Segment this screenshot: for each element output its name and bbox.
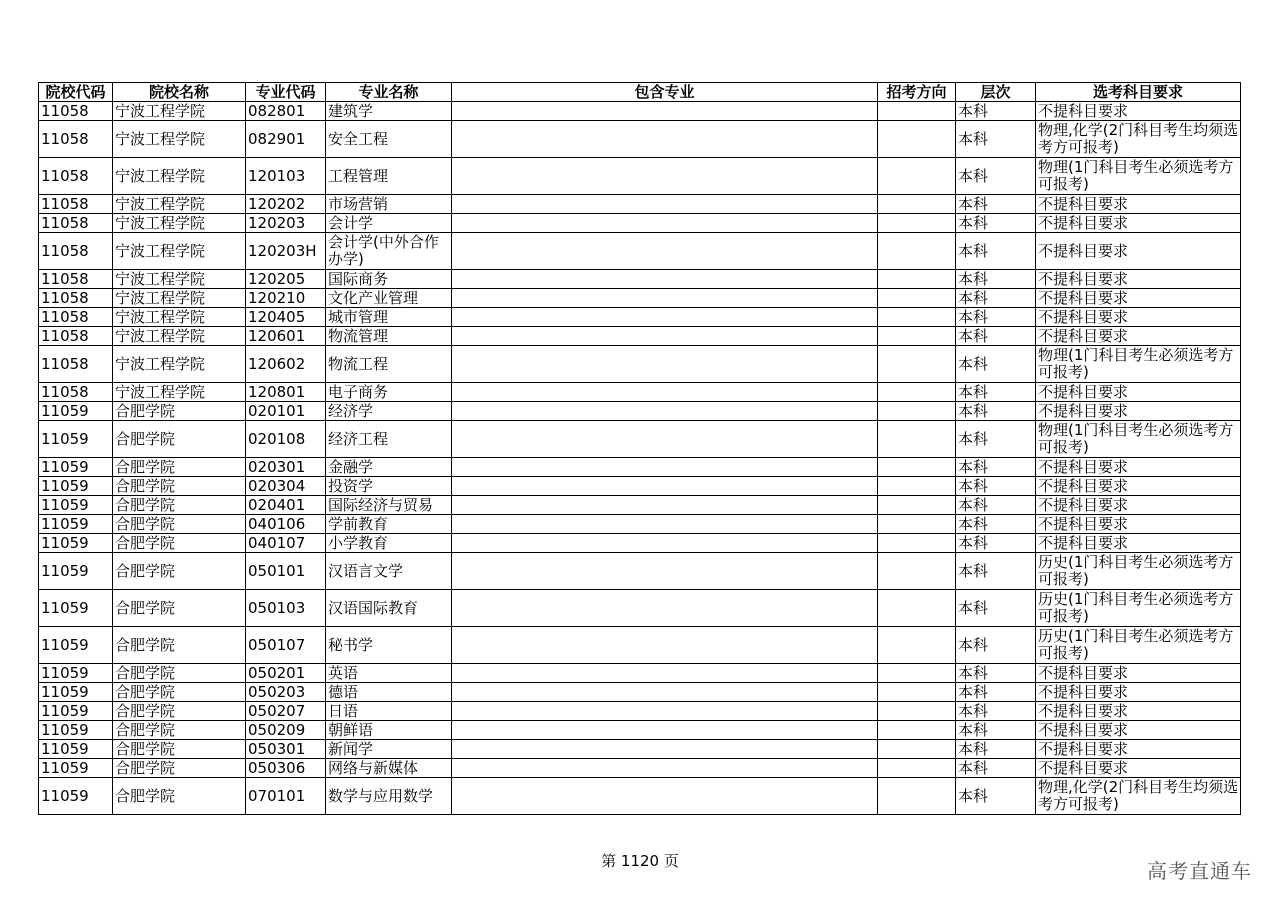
cell-direction [878, 327, 956, 346]
cell-school-code: 11059 [39, 721, 113, 740]
table-row [39, 534, 1241, 553]
cell-school-name: 合肥学院 [113, 721, 246, 740]
cell-major-name: 日语 [326, 702, 452, 721]
cell-direction [878, 477, 956, 496]
cell-school-code: 11058 [39, 214, 113, 233]
cell-major-code: 120210 [246, 289, 326, 308]
cell-major-code: 020401 [246, 496, 326, 515]
table-row [39, 664, 1241, 683]
cell-school-code: 11058 [39, 195, 113, 214]
cell-school-code: 11059 [39, 664, 113, 683]
cell-school-code: 11059 [39, 458, 113, 477]
cell-school-code: 11059 [39, 421, 113, 458]
cell-level: 本科 [956, 402, 1036, 421]
table-row [39, 233, 1241, 270]
cell-level: 本科 [956, 496, 1036, 515]
header-included-majors: 包含专业 [452, 83, 878, 102]
cell-subject-requirement: 不提科目要求 [1036, 740, 1241, 759]
cell-subject-requirement: 不提科目要求 [1036, 664, 1241, 683]
table-row [39, 778, 1241, 815]
cell-major-code: 120203H [246, 233, 326, 270]
cell-school-name: 合肥学院 [113, 759, 246, 778]
cell-major-name: 汉语言文学 [326, 553, 452, 590]
cell-subject-requirement: 不提科目要求 [1036, 534, 1241, 553]
cell-school-code: 11059 [39, 683, 113, 702]
cell-included-majors [452, 195, 878, 214]
cell-school-name: 合肥学院 [113, 402, 246, 421]
cell-major-code: 120602 [246, 346, 326, 383]
cell-included-majors [452, 627, 878, 664]
table-row [39, 702, 1241, 721]
cell-major-name: 投资学 [326, 477, 452, 496]
cell-major-name: 市场营销 [326, 195, 452, 214]
table-row [39, 158, 1241, 195]
page-number: 第 1120 页 [601, 852, 679, 870]
cell-subject-requirement: 不提科目要求 [1036, 402, 1241, 421]
cell-major-code: 050209 [246, 721, 326, 740]
cell-subject-requirement: 不提科目要求 [1036, 477, 1241, 496]
cell-included-majors [452, 553, 878, 590]
cell-school-name: 合肥学院 [113, 421, 246, 458]
cell-subject-requirement: 不提科目要求 [1036, 759, 1241, 778]
cell-major-name: 安全工程 [326, 121, 452, 158]
cell-direction [878, 664, 956, 683]
header-major-name: 专业名称 [326, 83, 452, 102]
cell-major-name: 建筑学 [326, 102, 452, 121]
cell-level: 本科 [956, 477, 1036, 496]
cell-school-code: 11058 [39, 327, 113, 346]
cell-school-name: 合肥学院 [113, 702, 246, 721]
cell-major-code: 082801 [246, 102, 326, 121]
table-row [39, 683, 1241, 702]
table-row [39, 590, 1241, 627]
table-row [39, 496, 1241, 515]
cell-direction [878, 759, 956, 778]
cell-level: 本科 [956, 383, 1036, 402]
cell-direction [878, 496, 956, 515]
cell-major-name: 汉语国际教育 [326, 590, 452, 627]
cell-subject-requirement: 不提科目要求 [1036, 214, 1241, 233]
cell-included-majors [452, 402, 878, 421]
cell-direction [878, 702, 956, 721]
cell-level: 本科 [956, 102, 1036, 121]
cell-major-name: 会计学(中外合作办学) [326, 233, 452, 270]
cell-level: 本科 [956, 308, 1036, 327]
cell-included-majors [452, 289, 878, 308]
cell-subject-requirement: 不提科目要求 [1036, 721, 1241, 740]
cell-level: 本科 [956, 740, 1036, 759]
cell-major-code: 050207 [246, 702, 326, 721]
cell-level: 本科 [956, 683, 1036, 702]
cell-school-name: 宁波工程学院 [113, 102, 246, 121]
cell-major-code: 120205 [246, 270, 326, 289]
cell-major-name: 物流工程 [326, 346, 452, 383]
cell-direction [878, 458, 956, 477]
header-subject-requirement: 选考科目要求 [1036, 83, 1241, 102]
header-level: 层次 [956, 83, 1036, 102]
cell-school-name: 宁波工程学院 [113, 158, 246, 195]
cell-level: 本科 [956, 121, 1036, 158]
cell-level: 本科 [956, 346, 1036, 383]
cell-level: 本科 [956, 590, 1036, 627]
cell-included-majors [452, 664, 878, 683]
cell-major-code: 120405 [246, 308, 326, 327]
cell-level: 本科 [956, 289, 1036, 308]
cell-major-code: 050101 [246, 553, 326, 590]
cell-major-name: 国际经济与贸易 [326, 496, 452, 515]
cell-included-majors [452, 496, 878, 515]
cell-school-code: 11058 [39, 121, 113, 158]
cell-major-name: 英语 [326, 664, 452, 683]
cell-included-majors [452, 683, 878, 702]
cell-major-code: 050306 [246, 759, 326, 778]
cell-major-name: 文化产业管理 [326, 289, 452, 308]
cell-major-name: 工程管理 [326, 158, 452, 195]
cell-school-name: 宁波工程学院 [113, 121, 246, 158]
cell-major-name: 国际商务 [326, 270, 452, 289]
cell-school-name: 宁波工程学院 [113, 214, 246, 233]
cell-school-code: 11059 [39, 515, 113, 534]
cell-direction [878, 627, 956, 664]
cell-included-majors [452, 590, 878, 627]
cell-school-code: 11058 [39, 308, 113, 327]
table-row [39, 346, 1241, 383]
cell-major-code: 050203 [246, 683, 326, 702]
cell-direction [878, 553, 956, 590]
cell-school-name: 合肥学院 [113, 627, 246, 664]
cell-direction [878, 233, 956, 270]
cell-major-code: 120801 [246, 383, 326, 402]
header-direction: 招考方向 [878, 83, 956, 102]
table-row [39, 121, 1241, 158]
cell-school-code: 11059 [39, 553, 113, 590]
cell-direction [878, 590, 956, 627]
cell-subject-requirement: 不提科目要求 [1036, 289, 1241, 308]
cell-direction [878, 102, 956, 121]
cell-direction [878, 515, 956, 534]
cell-major-name: 学前教育 [326, 515, 452, 534]
cell-included-majors [452, 515, 878, 534]
table-row [39, 289, 1241, 308]
cell-subject-requirement: 物理,化学(2门科目考生均须选考方可报考) [1036, 778, 1241, 815]
cell-school-name: 合肥学院 [113, 664, 246, 683]
cell-school-code: 11059 [39, 759, 113, 778]
cell-included-majors [452, 214, 878, 233]
cell-direction [878, 383, 956, 402]
cell-school-name: 宁波工程学院 [113, 233, 246, 270]
cell-major-code: 050201 [246, 664, 326, 683]
cell-school-code: 11058 [39, 102, 113, 121]
cell-major-name: 德语 [326, 683, 452, 702]
cell-school-name: 宁波工程学院 [113, 289, 246, 308]
cell-school-name: 合肥学院 [113, 477, 246, 496]
cell-level: 本科 [956, 721, 1036, 740]
cell-major-code: 050103 [246, 590, 326, 627]
cell-school-name: 宁波工程学院 [113, 327, 246, 346]
cell-included-majors [452, 233, 878, 270]
cell-included-majors [452, 534, 878, 553]
cell-direction [878, 778, 956, 815]
cell-major-name: 经济学 [326, 402, 452, 421]
cell-subject-requirement: 不提科目要求 [1036, 702, 1241, 721]
cell-level: 本科 [956, 421, 1036, 458]
cell-school-code: 11059 [39, 402, 113, 421]
cell-school-name: 宁波工程学院 [113, 270, 246, 289]
cell-level: 本科 [956, 233, 1036, 270]
cell-major-code: 120203 [246, 214, 326, 233]
table-row [39, 195, 1241, 214]
table-row [39, 383, 1241, 402]
cell-level: 本科 [956, 553, 1036, 590]
table-row [39, 759, 1241, 778]
cell-direction [878, 740, 956, 759]
cell-school-code: 11059 [39, 590, 113, 627]
admissions-table [38, 82, 1241, 815]
cell-included-majors [452, 270, 878, 289]
cell-direction [878, 534, 956, 553]
cell-included-majors [452, 346, 878, 383]
cell-major-name: 网络与新媒体 [326, 759, 452, 778]
table-row [39, 553, 1241, 590]
cell-included-majors [452, 458, 878, 477]
cell-major-code: 050301 [246, 740, 326, 759]
table-row [39, 327, 1241, 346]
cell-included-majors [452, 421, 878, 458]
cell-school-name: 合肥学院 [113, 778, 246, 815]
cell-school-name: 宁波工程学院 [113, 195, 246, 214]
cell-school-code: 11058 [39, 233, 113, 270]
cell-subject-requirement: 不提科目要求 [1036, 458, 1241, 477]
cell-major-name: 会计学 [326, 214, 452, 233]
cell-level: 本科 [956, 759, 1036, 778]
cell-included-majors [452, 778, 878, 815]
cell-level: 本科 [956, 778, 1036, 815]
cell-school-code: 11058 [39, 383, 113, 402]
table-row [39, 102, 1241, 121]
cell-direction [878, 402, 956, 421]
cell-direction [878, 158, 956, 195]
table-row [39, 214, 1241, 233]
cell-included-majors [452, 721, 878, 740]
cell-school-name: 合肥学院 [113, 458, 246, 477]
cell-subject-requirement: 物理(1门科目考生必须选考方可报考) [1036, 158, 1241, 195]
cell-included-majors [452, 158, 878, 195]
cell-school-code: 11059 [39, 534, 113, 553]
cell-school-name: 宁波工程学院 [113, 346, 246, 383]
cell-school-name: 合肥学院 [113, 496, 246, 515]
cell-subject-requirement: 历史(1门科目考生必须选考方可报考) [1036, 627, 1241, 664]
cell-level: 本科 [956, 458, 1036, 477]
cell-included-majors [452, 759, 878, 778]
table-row [39, 308, 1241, 327]
cell-direction [878, 683, 956, 702]
cell-level: 本科 [956, 664, 1036, 683]
cell-major-code: 120601 [246, 327, 326, 346]
cell-school-code: 11058 [39, 158, 113, 195]
cell-major-name: 金融学 [326, 458, 452, 477]
cell-subject-requirement: 物理,化学(2门科目考生均须选考方可报考) [1036, 121, 1241, 158]
cell-major-code: 020101 [246, 402, 326, 421]
header-school-name: 院校名称 [113, 83, 246, 102]
cell-major-code: 050107 [246, 627, 326, 664]
table-row [39, 402, 1241, 421]
cell-level: 本科 [956, 627, 1036, 664]
cell-school-name: 合肥学院 [113, 683, 246, 702]
cell-major-code: 120202 [246, 195, 326, 214]
cell-subject-requirement: 物理(1门科目考生必须选考方可报考) [1036, 421, 1241, 458]
table-header-row [39, 83, 1241, 102]
watermark-logo: 高考直通车 [1147, 859, 1252, 883]
cell-level: 本科 [956, 195, 1036, 214]
cell-subject-requirement: 历史(1门科目考生必须选考方可报考) [1036, 590, 1241, 627]
table-row [39, 477, 1241, 496]
cell-direction [878, 214, 956, 233]
cell-level: 本科 [956, 534, 1036, 553]
cell-level: 本科 [956, 270, 1036, 289]
cell-direction [878, 308, 956, 327]
cell-subject-requirement: 物理(1门科目考生必须选考方可报考) [1036, 346, 1241, 383]
cell-included-majors [452, 383, 878, 402]
cell-subject-requirement: 不提科目要求 [1036, 683, 1241, 702]
cell-major-name: 朝鲜语 [326, 721, 452, 740]
header-major-code: 专业代码 [246, 83, 326, 102]
cell-school-code: 11059 [39, 778, 113, 815]
cell-level: 本科 [956, 214, 1036, 233]
table-row [39, 458, 1241, 477]
cell-school-code: 11058 [39, 270, 113, 289]
table-body [39, 102, 1241, 815]
cell-included-majors [452, 121, 878, 158]
cell-included-majors [452, 477, 878, 496]
cell-level: 本科 [956, 702, 1036, 721]
cell-direction [878, 721, 956, 740]
cell-direction [878, 195, 956, 214]
cell-level: 本科 [956, 327, 1036, 346]
table-row [39, 270, 1241, 289]
cell-subject-requirement: 历史(1门科目考生必须选考方可报考) [1036, 553, 1241, 590]
cell-school-code: 11059 [39, 740, 113, 759]
cell-major-name: 数学与应用数学 [326, 778, 452, 815]
cell-included-majors [452, 102, 878, 121]
cell-direction [878, 289, 956, 308]
table-row [39, 627, 1241, 664]
cell-school-code: 11058 [39, 346, 113, 383]
cell-subject-requirement: 不提科目要求 [1036, 308, 1241, 327]
cell-major-name: 物流管理 [326, 327, 452, 346]
cell-school-code: 11058 [39, 289, 113, 308]
cell-direction [878, 346, 956, 383]
cell-school-name: 合肥学院 [113, 740, 246, 759]
cell-major-code: 120103 [246, 158, 326, 195]
cell-major-code: 020304 [246, 477, 326, 496]
cell-major-name: 小学教育 [326, 534, 452, 553]
cell-major-code: 082901 [246, 121, 326, 158]
cell-school-code: 11059 [39, 496, 113, 515]
cell-subject-requirement: 不提科目要求 [1036, 515, 1241, 534]
cell-level: 本科 [956, 158, 1036, 195]
cell-subject-requirement: 不提科目要求 [1036, 233, 1241, 270]
cell-major-name: 秘书学 [326, 627, 452, 664]
cell-major-code: 040106 [246, 515, 326, 534]
cell-included-majors [452, 308, 878, 327]
cell-school-code: 11059 [39, 702, 113, 721]
cell-school-name: 合肥学院 [113, 553, 246, 590]
cell-subject-requirement: 不提科目要求 [1036, 383, 1241, 402]
cell-included-majors [452, 740, 878, 759]
cell-major-name: 城市管理 [326, 308, 452, 327]
cell-school-name: 宁波工程学院 [113, 308, 246, 327]
cell-school-code: 11059 [39, 477, 113, 496]
cell-subject-requirement: 不提科目要求 [1036, 327, 1241, 346]
cell-school-name: 合肥学院 [113, 515, 246, 534]
cell-major-name: 新闻学 [326, 740, 452, 759]
cell-subject-requirement: 不提科目要求 [1036, 195, 1241, 214]
cell-included-majors [452, 702, 878, 721]
cell-school-name: 宁波工程学院 [113, 383, 246, 402]
table-row [39, 421, 1241, 458]
cell-subject-requirement: 不提科目要求 [1036, 102, 1241, 121]
cell-major-code: 020108 [246, 421, 326, 458]
cell-direction [878, 421, 956, 458]
cell-major-name: 电子商务 [326, 383, 452, 402]
page-footer [0, 850, 1280, 871]
header-school-code: 院校代码 [39, 83, 113, 102]
cell-school-code: 11059 [39, 627, 113, 664]
cell-subject-requirement: 不提科目要求 [1036, 496, 1241, 515]
cell-direction [878, 121, 956, 158]
cell-major-name: 经济工程 [326, 421, 452, 458]
cell-school-name: 合肥学院 [113, 534, 246, 553]
cell-included-majors [452, 327, 878, 346]
cell-major-code: 070101 [246, 778, 326, 815]
cell-subject-requirement: 不提科目要求 [1036, 270, 1241, 289]
cell-major-code: 040107 [246, 534, 326, 553]
table-row [39, 515, 1241, 534]
table-row [39, 740, 1241, 759]
cell-school-name: 合肥学院 [113, 590, 246, 627]
table-row [39, 721, 1241, 740]
cell-level: 本科 [956, 515, 1036, 534]
cell-direction [878, 270, 956, 289]
cell-major-code: 020301 [246, 458, 326, 477]
